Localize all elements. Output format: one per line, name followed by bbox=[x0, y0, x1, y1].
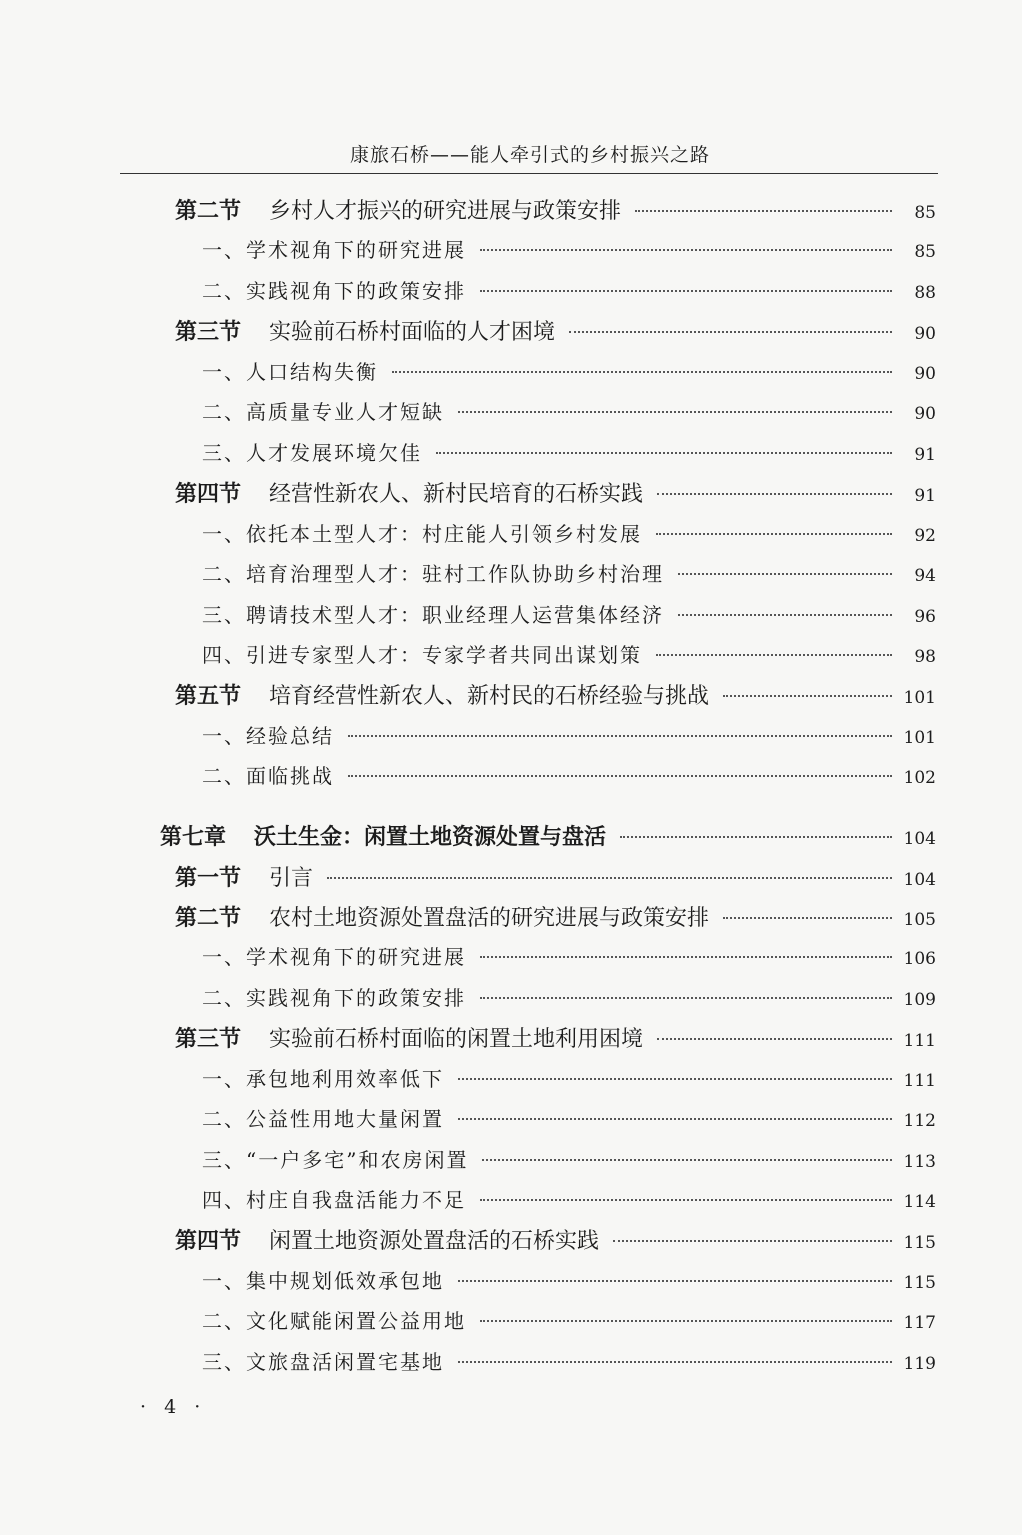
dot-leader bbox=[392, 371, 892, 373]
toc-entry-title: 学术视角下的研究进展 bbox=[246, 238, 466, 262]
toc-entry-page: 101 bbox=[903, 688, 936, 708]
toc-entry-number: 第二节 bbox=[175, 198, 242, 224]
dot-leader bbox=[613, 1240, 892, 1242]
toc-entry-title: 文旅盘活闲置宅基地 bbox=[246, 1350, 444, 1374]
toc-entry-title: 引进专家型人才：专家学者共同出谋划策 bbox=[246, 643, 642, 667]
toc-entry-page: 109 bbox=[903, 990, 936, 1010]
toc-entry-number: 一、 bbox=[202, 522, 246, 546]
toc-entry-page: 106 bbox=[903, 949, 936, 969]
toc-entry-title: 聘请技术型人才：职业经理人运营集体经济 bbox=[246, 603, 664, 627]
toc-entry bbox=[202, 720, 936, 750]
toc-entry-title: 乡村人才振兴的研究进展与政策安排 bbox=[269, 199, 622, 224]
toc-entry bbox=[202, 1265, 936, 1295]
toc-entry-page: 101 bbox=[903, 728, 936, 748]
dot-leader bbox=[480, 290, 892, 292]
toc-entry-number: 二、 bbox=[202, 1107, 246, 1131]
toc-entry-page: 91 bbox=[914, 445, 936, 465]
running-header: 康旅石桥——能人牵引式的乡村振兴之路 bbox=[349, 144, 710, 166]
toc-entry-number: 一、 bbox=[202, 1269, 246, 1293]
toc-entry bbox=[202, 396, 936, 426]
toc-entry bbox=[160, 820, 936, 850]
toc-entry-page: 90 bbox=[914, 404, 936, 424]
dot-leader bbox=[657, 493, 892, 495]
toc-entry-title: 村庄自我盘活能力不足 bbox=[246, 1188, 466, 1212]
toc-entry bbox=[175, 861, 936, 891]
toc-entry-number: 一、 bbox=[202, 360, 246, 384]
toc-entry-number: 一、 bbox=[202, 945, 246, 969]
toc-entry-title: 经营性新农人、新村民培育的石桥实践 bbox=[269, 482, 644, 507]
toc-entry-title: 闲置土地资源处置盘活的石桥实践 bbox=[269, 1229, 600, 1254]
toc-entry bbox=[175, 194, 936, 224]
toc-entry-title: 文化赋能闲置公益用地 bbox=[246, 1309, 466, 1333]
toc-entry-number: 第四节 bbox=[175, 1228, 242, 1254]
toc-entry-title: 农村土地资源处置盘活的研究进展与政策安排 bbox=[269, 906, 710, 931]
toc-entry-number: 三、 bbox=[202, 603, 246, 627]
toc-entry-number: 第一节 bbox=[175, 865, 242, 891]
toc-entry-page: 111 bbox=[903, 1031, 936, 1051]
toc-entry-page: 88 bbox=[914, 283, 936, 303]
toc-entry bbox=[202, 1346, 936, 1376]
toc-entry-number: 第二节 bbox=[175, 905, 242, 931]
toc-entry-page: 104 bbox=[903, 870, 936, 890]
dot-leader bbox=[480, 1320, 892, 1322]
toc-entry-title: 经验总结 bbox=[246, 724, 334, 748]
toc-entry-title: 集中规划低效承包地 bbox=[246, 1269, 444, 1293]
dot-leader bbox=[458, 1118, 892, 1120]
toc-entry-title: 实验前石桥村面临的人才困境 bbox=[269, 320, 556, 345]
dot-leader bbox=[458, 1078, 892, 1080]
dot-leader bbox=[656, 654, 892, 656]
toc-entry bbox=[202, 1305, 936, 1335]
toc-entry-page: 94 bbox=[914, 566, 936, 586]
dot-leader bbox=[436, 452, 892, 454]
toc-entry-title: 面临挑战 bbox=[246, 764, 334, 788]
toc-entry-number: 三、 bbox=[202, 1148, 246, 1172]
toc-entry-page: 90 bbox=[914, 364, 936, 384]
toc-entry-number: 第三节 bbox=[175, 319, 242, 345]
toc-entry bbox=[202, 1103, 936, 1133]
toc-entry-page: 85 bbox=[914, 242, 936, 262]
toc-entry-title: 引言 bbox=[269, 866, 314, 891]
dot-leader bbox=[635, 210, 892, 212]
toc-entry-page: 92 bbox=[914, 526, 936, 546]
toc-entry-page: 115 bbox=[903, 1233, 936, 1253]
toc-entry-number: 第四节 bbox=[175, 481, 242, 507]
toc-entry bbox=[202, 275, 936, 305]
dot-leader bbox=[348, 735, 892, 737]
dot-leader bbox=[348, 775, 892, 777]
toc-entry-number: 二、 bbox=[202, 1309, 246, 1333]
dot-leader bbox=[480, 956, 892, 958]
toc-entry-number: 二、 bbox=[202, 400, 246, 424]
toc-entry-number: 三、 bbox=[202, 441, 246, 465]
toc-entry-number: 一、 bbox=[202, 1067, 246, 1091]
toc-entry-number: 第三节 bbox=[175, 1026, 242, 1052]
toc-entry bbox=[175, 1224, 936, 1254]
toc-entry bbox=[202, 234, 936, 264]
toc-entry-title: 公益性用地大量闲置 bbox=[246, 1107, 444, 1131]
toc-entry-number: 第七章 bbox=[160, 825, 227, 850]
toc-entry-number: 二、 bbox=[202, 764, 246, 788]
toc-entry bbox=[202, 437, 936, 467]
dot-leader bbox=[458, 1361, 892, 1363]
toc-entry bbox=[202, 1063, 936, 1093]
toc-entry bbox=[175, 901, 936, 931]
toc-entry bbox=[202, 1144, 936, 1174]
toc-entry-title: 学术视角下的研究进展 bbox=[246, 945, 466, 969]
toc-entry bbox=[202, 982, 936, 1012]
toc-entry-page: 96 bbox=[914, 607, 936, 627]
dot-leader bbox=[480, 997, 892, 999]
dot-leader bbox=[480, 249, 892, 251]
toc-entry-number: 第五节 bbox=[175, 683, 242, 709]
toc-entry-title: 人才发展环境欠佳 bbox=[246, 441, 422, 465]
toc-entry bbox=[202, 599, 936, 629]
dot-leader bbox=[723, 695, 892, 697]
toc-entry-title: 培育经营性新农人、新村民的石桥经验与挑战 bbox=[269, 684, 710, 709]
toc-entry-page: 112 bbox=[903, 1111, 936, 1131]
dot-leader bbox=[678, 573, 892, 575]
toc-entry bbox=[175, 679, 936, 709]
dot-leader bbox=[620, 836, 892, 838]
dot-leader bbox=[656, 533, 892, 535]
toc-entry-title: 人口结构失衡 bbox=[246, 360, 378, 384]
toc-entry-page: 119 bbox=[903, 1354, 936, 1374]
toc-entry bbox=[175, 477, 936, 507]
dot-leader bbox=[458, 1280, 892, 1282]
toc-entry-number: 二、 bbox=[202, 562, 246, 586]
toc-entry bbox=[175, 1022, 936, 1052]
toc-entry-page: 114 bbox=[903, 1192, 936, 1212]
dot-leader bbox=[482, 1159, 892, 1161]
toc-entry bbox=[202, 941, 936, 971]
toc-entry-page: 91 bbox=[914, 486, 936, 506]
toc-entry-number: 四、 bbox=[202, 1188, 246, 1212]
toc-entry-title: “一户多宅”和农房闲置 bbox=[246, 1148, 469, 1172]
toc-entry bbox=[202, 760, 936, 790]
toc-entry-title: 沃土生金：闲置土地资源处置与盘活 bbox=[254, 825, 607, 850]
page-number: · 4 · bbox=[140, 1396, 207, 1418]
toc-entry-title: 实验前石桥村面临的闲置土地利用困境 bbox=[269, 1027, 644, 1052]
toc-entry-page: 90 bbox=[914, 324, 936, 344]
dot-leader bbox=[657, 1038, 892, 1040]
dot-leader bbox=[678, 614, 892, 616]
toc-entry-number: 四、 bbox=[202, 643, 246, 667]
toc-entry-page: 111 bbox=[903, 1071, 936, 1091]
toc-entry-number: 三、 bbox=[202, 1350, 246, 1374]
dot-leader bbox=[569, 331, 892, 333]
toc-entry-page: 85 bbox=[914, 203, 936, 223]
toc-entry-title: 培育治理型人才：驻村工作队协助乡村治理 bbox=[246, 562, 664, 586]
toc-entry-page: 115 bbox=[903, 1273, 936, 1293]
toc-entry-title: 高质量专业人才短缺 bbox=[246, 400, 444, 424]
toc-entry bbox=[202, 356, 936, 386]
toc-entry-number: 一、 bbox=[202, 238, 246, 262]
header-rule bbox=[120, 173, 938, 174]
toc-entry bbox=[202, 1184, 936, 1214]
toc-entry-title: 实践视角下的政策安排 bbox=[246, 279, 466, 303]
toc-entry bbox=[202, 518, 936, 548]
toc-entry-title: 承包地利用效率低下 bbox=[246, 1067, 444, 1091]
toc-entry bbox=[175, 315, 936, 345]
toc-entry-page: 113 bbox=[903, 1152, 936, 1172]
dot-leader bbox=[458, 411, 892, 413]
toc-entry-number: 二、 bbox=[202, 986, 246, 1010]
toc-entry-number: 一、 bbox=[202, 724, 246, 748]
dot-leader bbox=[480, 1199, 892, 1201]
dot-leader bbox=[327, 877, 892, 879]
toc-entry bbox=[202, 558, 936, 588]
toc-entry-page: 105 bbox=[903, 910, 936, 930]
toc-entry-page: 98 bbox=[914, 647, 936, 667]
dot-leader bbox=[723, 917, 892, 919]
toc-entry bbox=[202, 639, 936, 669]
toc-entry-page: 102 bbox=[903, 768, 936, 788]
toc-entry-title: 实践视角下的政策安排 bbox=[246, 986, 466, 1010]
toc-entry-page: 117 bbox=[903, 1313, 936, 1333]
toc-entry-title: 依托本土型人才：村庄能人引领乡村发展 bbox=[246, 522, 642, 546]
toc-entry-number: 二、 bbox=[202, 279, 246, 303]
toc-entry-page: 104 bbox=[903, 829, 936, 849]
